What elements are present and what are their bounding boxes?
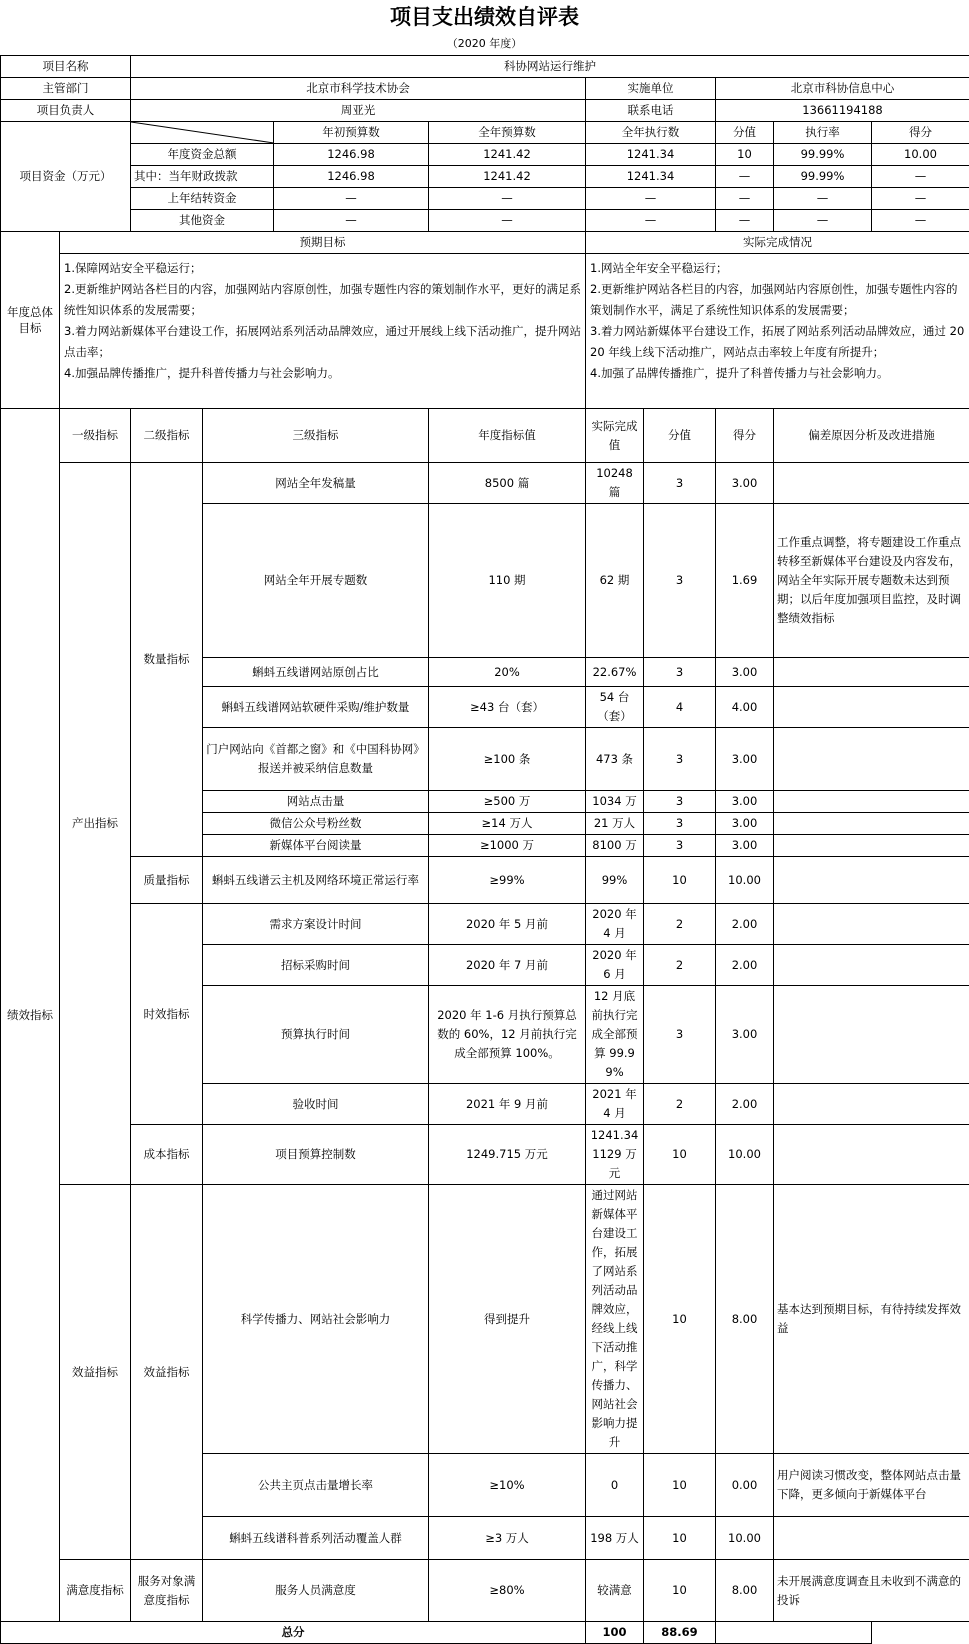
indicator-score: 3.00 [716,728,774,791]
actual-goal-item: 3.着力网站新媒体平台建设工作，拓展了网站系列活动品牌效应，通过 2020 年线上线下活动推广，网站点击率较上年度有所提升； [590,321,965,363]
indicator-note [774,945,969,986]
indicator-actual: 较满意 [586,1560,644,1622]
indicator-row [1,463,969,504]
indicator-note [774,857,969,904]
indicator-weight: 3 [644,658,716,687]
funds-value-cell: — [872,166,969,188]
indicator-target: 2020 年 7 月前 [429,945,586,986]
total-blank [716,1622,872,1644]
perf-header-cell: 实际完成值 [586,409,644,463]
indicator-note [774,728,969,791]
evaluation-table [0,55,969,1644]
indicator-weight: 3 [644,813,716,835]
level2-indicator: 服务对象满意度指标 [131,1560,203,1622]
indicator-target: ≥14 万人 [429,813,586,835]
indicator-weight: 3 [644,728,716,791]
indicator-target: ≥80% [429,1560,586,1622]
indicator-weight: 4 [644,687,716,728]
department-value: 北京市科学技术协会 [131,78,586,100]
indicator-actual: 2020 年 4 月 [586,904,644,945]
funds-header-cell: 全年预算数 [429,122,586,144]
indicator-name: 验收时间 [203,1084,429,1125]
indicator-score: 0.00 [716,1454,774,1517]
expected-goal-item: 2.更新维护网站各栏目的内容，加强网站内容原创性，加强专题性内容的策划制作水平，更好的满足系统性知识体系的发展需要； [64,279,581,321]
indicator-name: 门户网站向《首都之窗》和《中国科协网》报送并被采纳信息数量 [203,728,429,791]
leader-value: 周亚光 [131,100,586,122]
funds-header-row [1,122,969,144]
funds-header-diagonal [131,122,274,144]
funds-value-cell: 10 [716,144,774,166]
funds-value-cell: — [586,210,716,232]
indicator-note [774,1517,969,1560]
funds-value-cell: 1241.42 [429,166,586,188]
funds-value-cell: — [716,166,774,188]
level2-indicator: 质量指标 [131,857,203,904]
funds-label: 项目资金（万元） [1,122,131,232]
indicator-actual: 12 月底前执行完成全部预算 99.99% [586,986,644,1084]
indicator-score: 3.00 [716,791,774,813]
indicator-score: 8.00 [716,1185,774,1454]
indicator-note [774,1125,969,1185]
indicator-row [1,857,969,904]
funds-header-cell: 得分 [872,122,969,144]
indicator-actual: 473 条 [586,728,644,791]
funds-row [1,144,969,166]
department-label: 主管部门 [1,78,131,100]
level2-indicator: 成本指标 [131,1125,203,1185]
actual-goal-header: 实际完成情况 [586,232,969,254]
indicator-score: 2.00 [716,904,774,945]
phone-value: 13661194188 [716,100,969,122]
funds-value-cell: — [586,188,716,210]
indicator-row [1,904,969,945]
funds-row-label: 其他资金 [131,210,274,232]
funds-value-cell: — [774,188,872,210]
funds-value-cell: — [274,188,429,210]
indicator-actual: 通过网站新媒体平台建设工作，拓展了网站系列活动品牌效应，经线上线下活动推广，科学传播力、网站社会影响力提升 [586,1185,644,1454]
total-label: 总分 [1,1622,586,1644]
funds-value-cell: 1246.98 [274,144,429,166]
funds-row [1,166,969,188]
funds-value-cell: 99.99% [774,144,872,166]
indicator-weight: 10 [644,1125,716,1185]
implementer-value: 北京市科协信息中心 [716,78,969,100]
leader-row [1,100,969,122]
indicator-score: 4.00 [716,687,774,728]
actual-goal-item: 4.加强了品牌传播推广，提升了科普传播力与社会影响力。 [590,363,965,384]
indicator-actual: 0 [586,1454,644,1517]
expected-goal-item: 1.保障网站安全平稳运行； [64,258,581,279]
indicator-name: 新媒体平台阅读量 [203,835,429,857]
indicator-target: ≥43 台（套） [429,687,586,728]
goals-header-row [1,232,969,254]
funds-value-cell: — [774,210,872,232]
expected-goal-text [60,254,586,409]
expected-goal-item: 3.着力网站新媒体平台建设工作，拓展网站系列活动品牌效应，通过开展线上线下活动推广，提升网站点击率； [64,321,581,363]
funds-header-cell: 全年执行数 [586,122,716,144]
funds-value-cell: — [716,210,774,232]
funds-header-cell: 执行率 [774,122,872,144]
indicator-target: ≥10% [429,1454,586,1517]
implementer-label: 实施单位 [586,78,716,100]
indicator-actual: 99% [586,857,644,904]
total-score: 88.69 [644,1622,716,1644]
perf-header-cell: 得分 [716,409,774,463]
funds-value-cell: 1246.98 [274,166,429,188]
actual-goal-item: 2.更新维护网站各栏目的内容，加强网站内容原创性，加强专题性内容的策划制作水平，满足了系统性知识体系的发展需要； [590,279,965,321]
indicator-name: 蝌蚪五线谱网站原创占比 [203,658,429,687]
indicator-score: 8.00 [716,1560,774,1622]
indicator-weight: 3 [644,835,716,857]
funds-value-cell: 1241.34 [586,144,716,166]
perf-header-row [1,409,969,463]
indicator-row [1,1185,969,1454]
indicator-target: ≥1000 万 [429,835,586,857]
perf-header-cell: 一级指标 [60,409,131,463]
level1-indicator: 产出指标 [60,463,131,1185]
indicator-weight: 3 [644,986,716,1084]
indicator-target: 2021 年 9 月前 [429,1084,586,1125]
funds-header-cell: 年初预算数 [274,122,429,144]
indicator-actual: 62 期 [586,504,644,658]
funds-value-cell: 10.00 [872,144,969,166]
indicator-score: 2.00 [716,1084,774,1125]
indicator-weight: 10 [644,1517,716,1560]
indicator-name: 微信公众号粉丝数 [203,813,429,835]
indicator-note [774,904,969,945]
level1-indicator: 满意度指标 [60,1560,131,1622]
goals-label: 年度总体目标 [1,232,60,409]
indicator-actual: 54 台（套） [586,687,644,728]
indicator-name: 蝌蚪五线谱网站软硬件采购/维护数量 [203,687,429,728]
department-row [1,78,969,100]
indicator-score: 10.00 [716,1125,774,1185]
level1-indicator: 效益指标 [60,1185,131,1560]
indicator-name: 网站点击量 [203,791,429,813]
indicator-target: 1249.715 万元 [429,1125,586,1185]
total-weight: 100 [586,1622,644,1644]
indicator-weight: 3 [644,504,716,658]
project-name-row [1,56,969,78]
indicator-name: 网站全年发稿量 [203,463,429,504]
funds-row-label: 年度资金总额 [131,144,274,166]
indicator-row [1,1125,969,1185]
indicator-target: 110 期 [429,504,586,658]
funds-row-label: 其中：当年财政拨款 [131,166,274,188]
funds-header-cell: 分值 [716,122,774,144]
indicator-actual: 8100 万 [586,835,644,857]
indicator-score: 2.00 [716,945,774,986]
level2-indicator: 时效指标 [131,904,203,1125]
indicator-weight: 2 [644,1084,716,1125]
indicator-actual: 1241.341129 万元 [586,1125,644,1185]
expected-goal-header: 预期目标 [60,232,586,254]
indicator-target: ≥99% [429,857,586,904]
indicator-score: 3.00 [716,835,774,857]
indicator-target: 得到提升 [429,1185,586,1454]
indicator-score: 10.00 [716,857,774,904]
indicator-score: 3.00 [716,463,774,504]
funds-row [1,210,969,232]
level2-indicator: 数量指标 [131,463,203,857]
perf-header-cell: 偏差原因分析及改进措施 [774,409,969,463]
indicator-weight: 10 [644,1560,716,1622]
funds-row-label: 上年结转资金 [131,188,274,210]
funds-value-cell: — [274,210,429,232]
indicator-actual: 22.67% [586,658,644,687]
expected-goal-item: 4.加强品牌传播推广，提升科普传播力与社会影响力。 [64,363,581,384]
indicator-name: 科学传播力、网站社会影响力 [203,1185,429,1454]
perf-header-cell: 分值 [644,409,716,463]
indicator-actual: 2021 年 4 月 [586,1084,644,1125]
indicator-target: 20% [429,658,586,687]
funds-row [1,188,969,210]
indicator-score: 3.00 [716,813,774,835]
project-name-value: 科协网站运行维护 [131,56,969,78]
indicator-note: 用户阅读习惯改变，整体网站点击量下降，更多倾向于新媒体平台 [774,1454,969,1517]
goals-content-row [1,254,969,409]
indicator-target: 2020 年 5 月前 [429,904,586,945]
indicator-actual: 21 万人 [586,813,644,835]
indicator-row [1,1560,969,1622]
actual-goal-text [586,254,969,409]
indicator-note [774,835,969,857]
indicator-target: 8500 篇 [429,463,586,504]
indicator-note: 基本达到预期目标，有待持续发挥效益 [774,1185,969,1454]
funds-value-cell: — [429,188,586,210]
indicator-note [774,1084,969,1125]
indicator-note [774,791,969,813]
indicator-score: 3.00 [716,658,774,687]
indicator-weight: 10 [644,1454,716,1517]
perf-header-cell: 三级指标 [203,409,429,463]
indicator-note: 工作重点调整，将专题建设工作重点转移至新媒体平台建设及内容发布，网站全年实际开展专题数未达到预期；以后年度加强项目监控，及时调整绩效指标 [774,504,969,658]
indicator-weight: 10 [644,1185,716,1454]
indicator-note [774,813,969,835]
indicator-name: 项目预算控制数 [203,1125,429,1185]
indicator-weight: 10 [644,857,716,904]
funds-value-cell: — [872,188,969,210]
phone-label: 联系电话 [586,100,716,122]
leader-label: 项目负责人 [1,100,131,122]
indicator-actual: 2020 年 6 月 [586,945,644,986]
indicator-name: 蝌蚪五线谱云主机及网络环境正常运行率 [203,857,429,904]
indicator-note [774,463,969,504]
level2-indicator: 效益指标 [131,1185,203,1560]
indicator-weight: 3 [644,791,716,813]
indicator-target: 2020 年 1-6 月执行预算总数的 60%，12 月前执行完成全部预算 100%。 [429,986,586,1084]
indicator-name: 蝌蚪五线谱科普系列活动覆盖人群 [203,1517,429,1560]
perf-label: 绩效指标 [1,409,60,1622]
page-title: 项目支出绩效自评表 [0,0,969,34]
perf-header-cell: 二级指标 [131,409,203,463]
indicator-note [774,658,969,687]
indicator-name: 公共主页点击量增长率 [203,1454,429,1517]
funds-value-cell: — [429,210,586,232]
indicator-score: 3.00 [716,986,774,1084]
indicator-weight: 3 [644,463,716,504]
total-row [1,1622,969,1644]
funds-value-cell: — [872,210,969,232]
actual-goal-item: 1.网站全年安全平稳运行； [590,258,965,279]
indicator-target: ≥3 万人 [429,1517,586,1560]
funds-value-cell: 1241.34 [586,166,716,188]
indicator-score: 1.69 [716,504,774,658]
indicator-name: 预算执行时间 [203,986,429,1084]
indicator-target: ≥100 条 [429,728,586,791]
indicator-name: 服务人员满意度 [203,1560,429,1622]
funds-value-cell: 1241.42 [429,144,586,166]
indicator-actual: 198 万人 [586,1517,644,1560]
indicator-name: 网站全年开展专题数 [203,504,429,658]
indicator-note [774,687,969,728]
indicator-note: 未开展满意度调查且未收到不满意的投诉 [774,1560,969,1622]
report-year: （2020 年度） [0,34,969,54]
indicator-weight: 2 [644,945,716,986]
project-name-label: 项目名称 [1,56,131,78]
indicator-actual: 10248 篇 [586,463,644,504]
perf-header-cell: 年度指标值 [429,409,586,463]
indicator-name: 招标采购时间 [203,945,429,986]
indicator-weight: 2 [644,904,716,945]
indicator-name: 需求方案设计时间 [203,904,429,945]
indicator-actual: 1034 万 [586,791,644,813]
indicator-note [774,986,969,1084]
funds-value-cell: — [716,188,774,210]
funds-value-cell: 99.99% [774,166,872,188]
indicator-target: ≥500 万 [429,791,586,813]
indicator-score: 10.00 [716,1517,774,1560]
